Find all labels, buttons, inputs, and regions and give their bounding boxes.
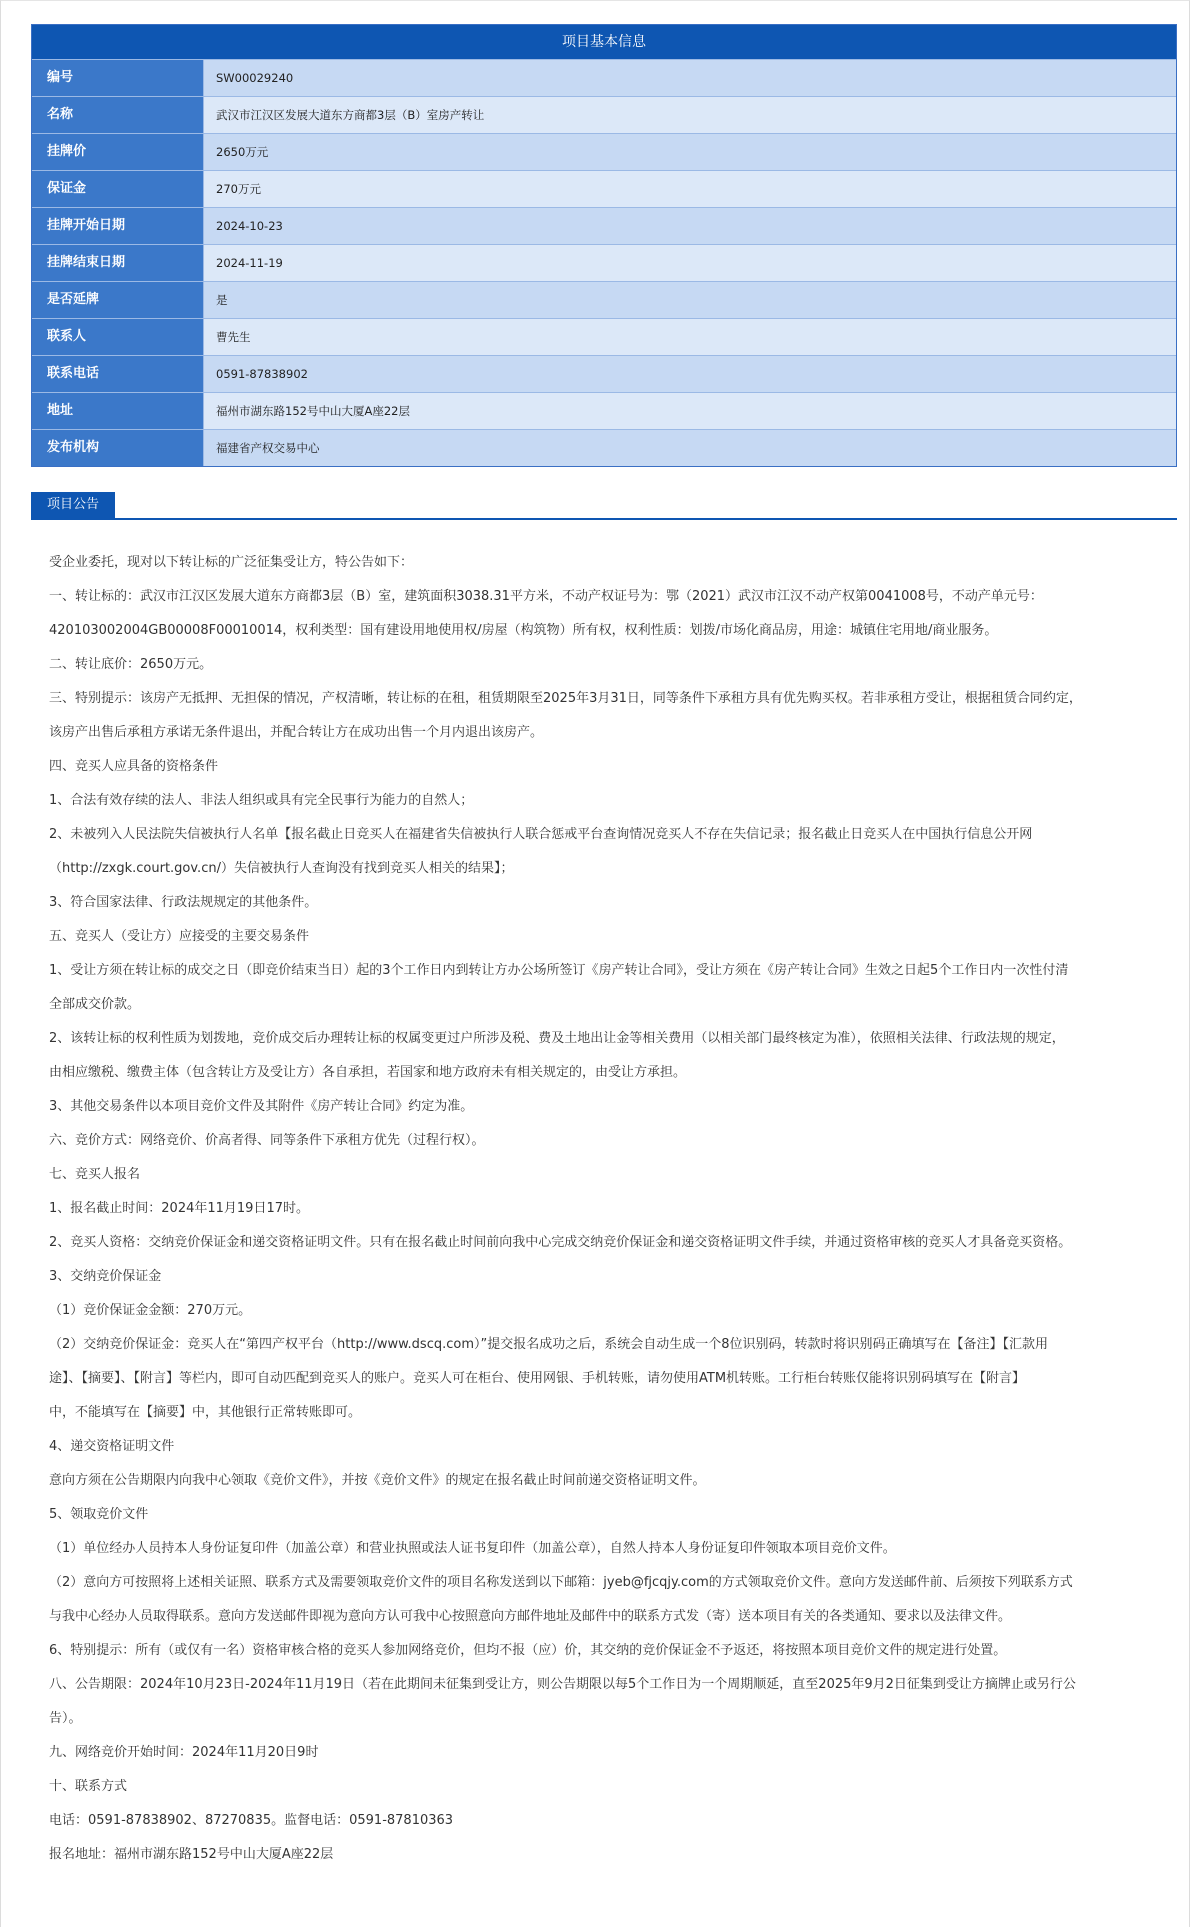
info-rows — [32, 59, 1176, 466]
notice-line: 十、联系方式 — [49, 1779, 128, 1794]
notice-body — [49, 546, 1159, 1872]
notice-line: 3、符合国家法律、行政法规规定的其他条件。 — [49, 895, 318, 910]
info-value: 2024-10-23 — [204, 208, 1176, 244]
notice-line: 2、竞买人资格：交纳竞价保证金和递交资格证明文件。只有在报名截止时间前向我中心完成交纳竞价保证金和递交资格证明文件手续，并通过资格审核的竞买人才具备竞买资格。 — [49, 1235, 1072, 1250]
notice-line: 意向方须在公告期限内向我中心领取《竞价文件》，并按《竞价文件》的规定在报名截止时间前递交资格证明文件。 — [49, 1473, 706, 1488]
info-label: 挂牌价 — [32, 134, 204, 170]
tab-project-notice[interactable]: 项目公告 — [31, 492, 115, 518]
info-value: 福州市湖东路152号中山大厦A座22层 — [204, 393, 1176, 429]
info-row — [32, 207, 1176, 244]
notice-line: 3、交纳竞价保证金 — [49, 1269, 162, 1284]
notice-line: 七、竞买人报名 — [49, 1167, 141, 1182]
notice-line: 1、报名截止时间：2024年11月19日17时。 — [49, 1201, 309, 1216]
notice-line: （2）交纳竞价保证金：竞买人在“第四产权平台（http://www.dscq.com）”提交报名成功之后，系统会自动生成一个8位识别码，转款时将识别码正确填写在【备注】【汇款用 — [49, 1337, 1048, 1352]
notice-line: 中，不能填写在【摘要】中，其他银行正常转账即可。 — [49, 1405, 362, 1420]
notice-line: 一、转让标的：武汉市江汉区发展大道东方商都3层（B）室，建筑面积3038.31平方米，不动产权证号为：鄂（2021）武汉市江汉不动产权第0041008号，不动产单元号： — [49, 589, 1043, 604]
info-row — [32, 318, 1176, 355]
info-row — [32, 281, 1176, 318]
info-value: 福建省产权交易中心 — [204, 430, 1176, 466]
notice-divider — [31, 518, 1177, 520]
info-value: 0591-87838902 — [204, 356, 1176, 392]
info-label: 联系电话 — [32, 356, 204, 392]
notice-line: （1）竞价保证金金额：270万元。 — [49, 1303, 252, 1318]
notice-line: （http://zxgk.court.gov.cn/）失信被执行人查询没有找到竞买人相关的结果】； — [49, 861, 514, 876]
notice-line: 2、该转让标的权利性质为划拨地，竞价成交后办理转让标的权属变更过户所涉及税、费及土地出让金等相关费用（以相关部门最终核定为准），依照相关法律、行政法规的规定， — [49, 1031, 1065, 1046]
info-label: 名称 — [32, 97, 204, 133]
info-label: 是否延牌 — [32, 282, 204, 318]
notice-line: 6、特别提示：所有（或仅有一名）资格审核合格的竞买人参加网络竞价，但均不报（应）价，其交纳的竞价保证金不予返还，将按照本项目竞价文件的规定进行处置。 — [49, 1643, 1007, 1658]
notice-line: 六、竞价方式：网络竞价、价高者得、同等条件下承租方优先（过程行权）。 — [49, 1133, 485, 1148]
notice-line: （2）意向方可按照将上述相关证照、联系方式及需要领取竞价文件的项目名称发送到以下邮箱：jyeb@fjcqjy.com的方式领取竞价文件。意向方发送邮件前、后须按下列联系方式 — [49, 1575, 1073, 1590]
notice-line: 三、特别提示：该房产无抵押、无担保的情况，产权清晰，转让标的在租，租赁期限至2025年3月31日，同等条件下承租方具有优先购买权。若非承租方受让，根据租赁合同约定， — [49, 691, 1082, 706]
notice-line: 九、网络竞价开始时间：2024年11月20日9时 — [49, 1745, 319, 1760]
notice-line: 2、未被列入人民法院失信被执行人名单【报名截止日竞买人在福建省失信被执行人联合惩戒平台查询情况竞买人不存在失信记录；报名截止日竞买人在中国执行信息公开网 — [49, 827, 1033, 842]
info-value: 2650万元 — [204, 134, 1176, 170]
info-row — [32, 59, 1176, 96]
info-label: 发布机构 — [32, 430, 204, 466]
notice-line: 4、递交资格证明文件 — [49, 1439, 175, 1454]
info-row — [32, 392, 1176, 429]
info-label: 保证金 — [32, 171, 204, 207]
info-row — [32, 170, 1176, 207]
notice-line: 该房产出售后承租方承诺无条件退出，并配合转让方在成功出售一个月内退出该房产。 — [49, 725, 544, 740]
notice-line: 3、其他交易条件以本项目竞价文件及其附件《房产转让合同》约定为准。 — [49, 1099, 474, 1114]
notice-line: 受企业委托，现对以下转让标的广泛征集受让方，特公告如下： — [49, 555, 414, 570]
info-value: 2024-11-19 — [204, 245, 1176, 281]
notice-line: （1）单位经办人员持本人身份证复印件（加盖公章）和营业执照或法人证书复印件（加盖公章），自然人持本人身份证复印件领取本项目竞价文件。 — [49, 1541, 896, 1556]
notice-line: 全部成交价款。 — [49, 997, 141, 1012]
notice-line: 告）。 — [49, 1711, 82, 1726]
notice-line: 途】、【摘要】、【附言】等栏内，即可自动匹配到竞买人的账户。竞买人可在柜台、使用网银、手机转账，请勿使用ATM机转账。工行柜台转账仅能将识别码填写在【附言】 — [49, 1371, 1026, 1386]
notice-line: 由相应缴税、缴费主体（包含转让方及受让方）各自承担，若国家和地方政府未有相关规定的，由受让方承担。 — [49, 1065, 687, 1080]
info-label: 联系人 — [32, 319, 204, 355]
notice-line: 四、竞买人应具备的资格条件 — [49, 759, 219, 774]
info-label: 挂牌开始日期 — [32, 208, 204, 244]
info-value: 是 — [204, 282, 1176, 318]
info-value: 武汉市江汉区发展大道东方商都3层（B）室房产转让 — [204, 97, 1176, 133]
info-row — [32, 133, 1176, 170]
notice-line: 电话：0591-87838902、87270835。监督电话：0591-87810363 — [49, 1813, 454, 1828]
info-table-header: 项目基本信息 — [32, 25, 1176, 59]
notice-line: 五、竞买人（受让方）应接受的主要交易条件 — [49, 929, 310, 944]
info-row — [32, 355, 1176, 392]
info-label: 地址 — [32, 393, 204, 429]
notice-line: 八、公告期限：2024年10月23日-2024年11月19日（若在此期间未征集到受让方，则公告期限以每5个工作日为一个周期顺延，直至2025年9月2日征集到受让方摘牌止或另行公 — [49, 1677, 1076, 1692]
info-value: 曹先生 — [204, 319, 1176, 355]
info-row — [32, 429, 1176, 466]
notice-line: 报名地址：福州市湖东路152号中山大厦A座22层 — [49, 1847, 334, 1862]
info-value: SW00029240 — [204, 60, 1176, 96]
project-info-table — [31, 24, 1177, 467]
notice-line: 与我中心经办人员取得联系。意向方发送邮件即视为意向方认可我中心按照意向方邮件地址及邮件中的联系方式发（寄）送本项目有关的各类通知、要求以及法律文件。 — [49, 1609, 1012, 1624]
notice-line: 1、受让方须在转让标的成交之日（即竞价结束当日）起的3个工作日内到转让方办公场所签订《房产转让合同》，受让方须在《房产转让合同》生效之日起5个工作日内一次性付清 — [49, 963, 1069, 978]
info-value: 270万元 — [204, 171, 1176, 207]
info-label: 挂牌结束日期 — [32, 245, 204, 281]
notice-line: 420103002004GB00008F00010014，权利类型：国有建设用地使用权/房屋（构筑物）所有权，权利性质：划拨/市场化商品房，用途：城镇住宅用地/商业服务。 — [49, 623, 998, 638]
info-row — [32, 244, 1176, 281]
notice-line: 5、领取竞价文件 — [49, 1507, 149, 1522]
notice-line: 二、转让底价：2650万元。 — [49, 657, 213, 672]
info-label: 编号 — [32, 60, 204, 96]
info-row — [32, 96, 1176, 133]
notice-line: 1、合法有效存续的法人、非法人组织或具有完全民事行为能力的自然人； — [49, 793, 474, 808]
